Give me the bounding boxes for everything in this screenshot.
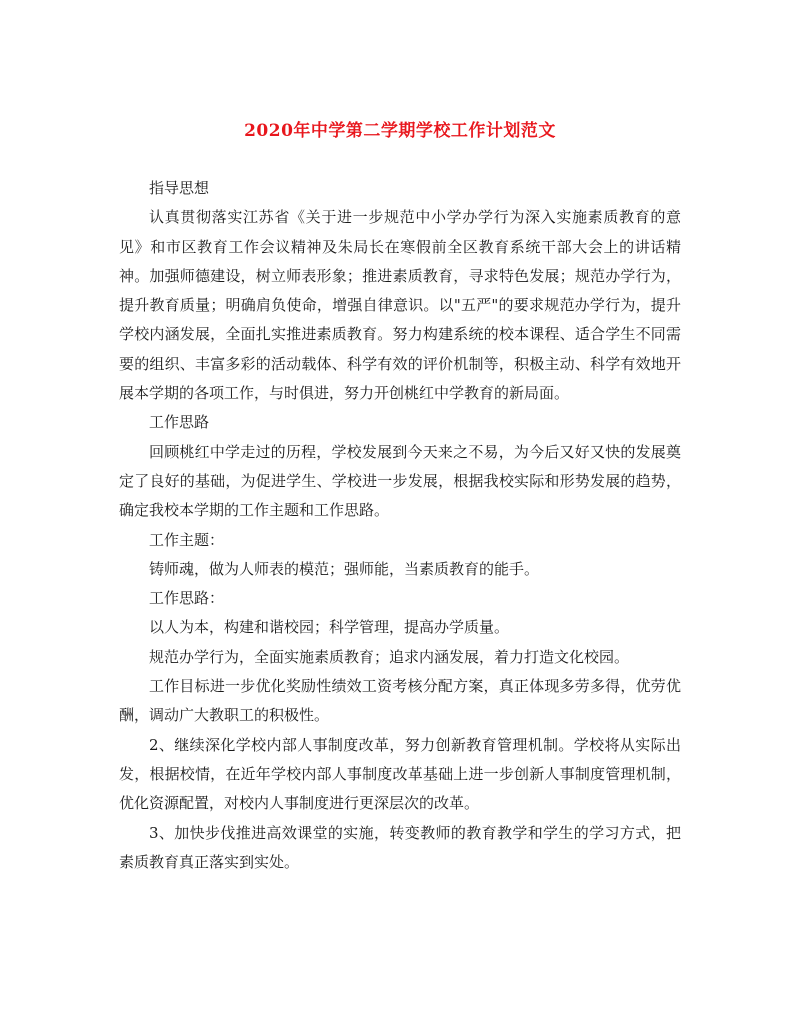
- document-body: [119, 174, 681, 877]
- paragraph-heading-work-approach: 工作思路: [149, 413, 210, 432]
- paragraph-work-approach-line-1: 以人为本，构建和谐校园；科学管理，提高办学质量。: [149, 618, 510, 637]
- paragraph-work-goal: 工作目标进一步优化奖励性绩效工资考核分配方案，真正体现多劳多得，优劳优酬，调动广大教职工的积极性。: [119, 677, 681, 725]
- paragraph-label-work-approach: 工作思路：: [149, 589, 225, 608]
- paragraph-work-approach-line-2: 规范办学行为，全面实施素质教育；追求内涵发展，着力打造文化校园。: [149, 647, 630, 666]
- paragraph-item-3: 3、加快步伐推进高效课堂的实施，转变教师的教育教学和学生的学习方式，把素质教育真正落实到实处。: [119, 823, 681, 871]
- paragraph-work-approach: 回顾桃红中学走过的历程，学校发展到今天来之不易，为今后又好又快的发展奠定了良好的基础，为促进学生、学校进一步发展，根据我校实际和形势发展的趋势，确定我校本学期的工作主题和工作思路。: [119, 442, 681, 520]
- paragraph-label-work-theme: 工作主题：: [149, 530, 225, 549]
- paragraph-item-2: 2、继续深化学校内部人事制度改革，努力创新教育管理机制。学校将从实际出发，根据校情，在近年学校内部人事制度改革基础上进一步创新人事制度管理机制，优化资源配置，对校内人事制度进行更深层次的改革。: [119, 735, 681, 813]
- paragraph-guiding-thought: 认真贯彻落实江苏省《关于进一步规范中小学办学行为深入实施素质教育的意见》和市区教育工作会议精神及朱局长在寒假前全区教育系统干部大会上的讲话精神。加强师德建设，树立师表形象；推进素质教育，寻求特色发展；规范办学行为，提升教育质量；明确肩负使命，增强自律意识。以"五严"的要求规范办学行为，提升学校内涵发展，全面扎实推进素质教育。努力构建系统的校本课程、适合学生不同需要的组织、丰富多彩的活动载体、科学有效的评价机制等，积极主动、科学有效地开展本学期的各项工作，与时俱进，努力开创桃红中学教育的新局面。: [119, 208, 681, 403]
- document-title: 2020年中学第二学期学校工作计划范文: [244, 121, 556, 141]
- paragraph-work-theme: 铸师魂，做为人师表的模范；强师能，当素质教育的能手。: [149, 559, 540, 578]
- paragraph-heading-guiding-thought: 指导思想: [149, 179, 210, 197]
